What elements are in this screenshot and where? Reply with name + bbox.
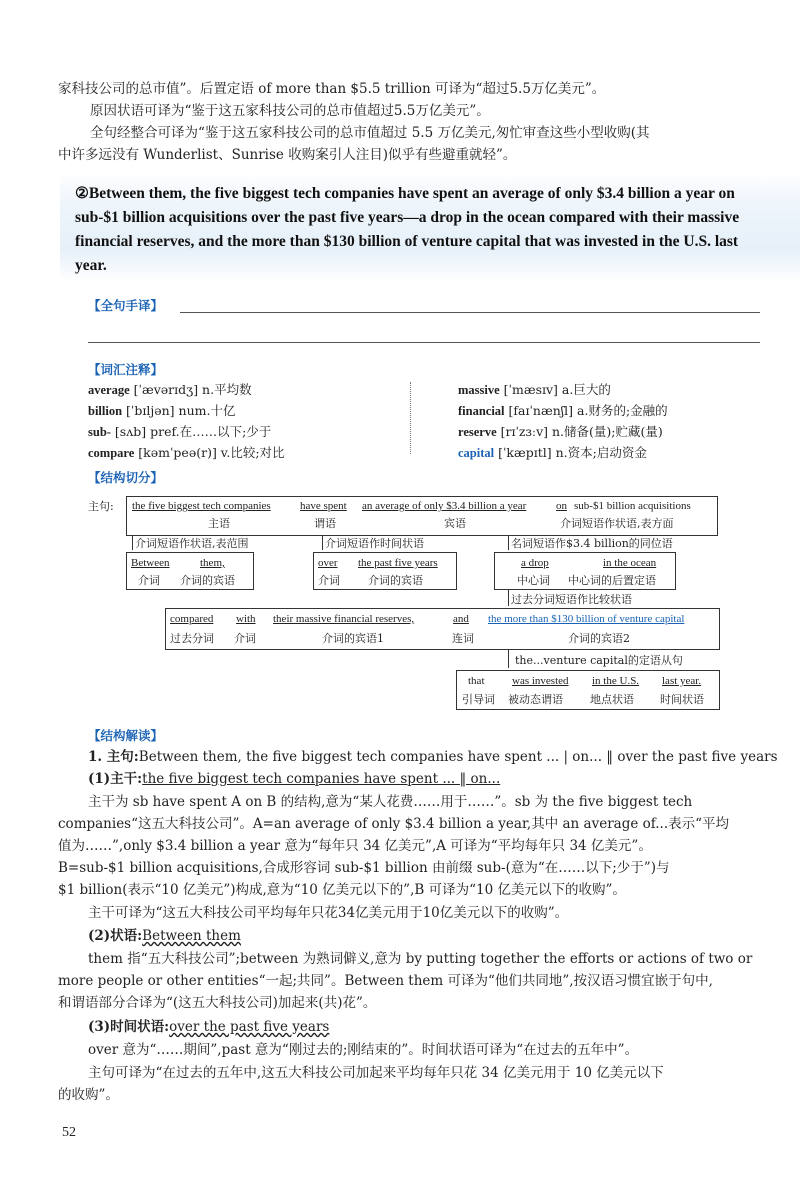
drop-a-label: 中心词 — [517, 574, 550, 587]
capital-label: 介词的宾语2 — [568, 632, 630, 645]
h1-label: 1. 主句: — [88, 749, 139, 765]
over-a-label: 介词 — [318, 574, 340, 587]
h3-text: Between them — [142, 928, 241, 944]
vocab-word: capital — [458, 446, 495, 460]
and-text: and — [453, 613, 469, 625]
vocab-def: [faɪˈnænʃl] a.财务的;金融的 — [508, 403, 668, 418]
reserves-text: their massive financial reserves, — [273, 613, 415, 625]
arrow-n3 — [508, 536, 509, 550]
translation-heading: 【全句手译】 — [88, 299, 164, 313]
vocab-item — [88, 380, 252, 400]
object-label: 宾语 — [444, 517, 466, 530]
highlight-sentence — [75, 182, 755, 278]
between-b-label: 介词的宾语 — [180, 574, 235, 587]
adverbial-text: sub-$1 billion acquisitions — [574, 500, 691, 512]
analysis-p11: 主句可译为“在过去的五年中,这五大科技公司加起来平均每年只花 34 亿美元用于 10 亿美元以下 — [88, 1065, 664, 1081]
analysis-heading: 【结构解读】 — [88, 729, 164, 743]
over-b: the past five years — [358, 557, 438, 569]
vocab-item — [88, 443, 285, 463]
analysis-p12: 的收购”。 — [58, 1087, 119, 1103]
translation-blank-2[interactable] — [88, 342, 760, 343]
that-text: that — [468, 675, 485, 687]
vocab-word: compare — [88, 446, 135, 460]
page-number: 52 — [62, 1125, 76, 1140]
vocab-def: [kəmˈpeə(r)] v.比较;对比 — [138, 445, 285, 460]
analysis-p7: them 指“五大科技公司”;between 为熟词僻义,意为 by putting together the efforts or actions of two or — [88, 951, 753, 967]
analysis-p8: more people or other entities“一起;共同”。Between them 可译为“他们共同地”,按汉语习惯宜嵌于句中, — [58, 973, 713, 989]
analysis-h4 — [88, 1018, 329, 1036]
drop-b-label: 中心词的后置定语 — [568, 574, 656, 587]
note-between: 介词短语作状语,表范围 — [135, 537, 249, 550]
between-a: Between — [131, 557, 170, 569]
sentence-number: ② — [75, 185, 89, 202]
note-clause: the...venture capital的定语从句 — [515, 654, 683, 667]
drop-a: a drop — [521, 557, 549, 569]
analysis-p4: B=sub-$1 billion acquisitions,合成形容词 sub-$1 billion 由前缀 sub-(意为“在……以下;少于”)与 — [58, 860, 670, 876]
between-a-label: 介词 — [138, 574, 160, 587]
top-line-2: 原因状语可译为“鉴于这五家科技公司的总市值超过5.5万亿美元”。 — [90, 103, 490, 119]
analysis-h1 — [88, 748, 778, 766]
analysis-p5: $1 billion(表示“10 亿美元”)构成,意为“10 亿美元以下的”,B 可译为“10 亿美元以下的收购”。 — [58, 882, 626, 898]
vocab-word: sub- — [88, 425, 111, 439]
top-line-1: 家科技公司的总市值”。后置定语 of more than $5.5 trillion 可译为“超过5.5万亿美元”。 — [58, 81, 606, 97]
lastyear-text: last year. — [662, 675, 702, 687]
main-clause-label: 主句: — [88, 500, 114, 513]
note-compared: 过去分词短语作比较状语 — [511, 593, 632, 606]
vocab-def: [sʌb] pref.在……以下;少于 — [114, 424, 272, 439]
note-drop: 名词短语作$3.4 billion的同位语 — [511, 537, 673, 550]
vocab-item — [88, 401, 235, 421]
arrow-n5 — [508, 650, 509, 668]
analysis-p2: companies“这五大科技公司”。A=an average of only $3.4 billion a year,其中 an average of...表示“平均 — [58, 816, 730, 832]
arrow-n2 — [322, 536, 323, 550]
translation-blank-1[interactable] — [180, 312, 760, 313]
vocab-def: [ˈævərɪdʒ] n.平均数 — [133, 382, 252, 397]
over-b-label: 介词的宾语 — [368, 574, 423, 587]
vocab-item — [458, 380, 611, 400]
vocab-heading: 【词汇注释】 — [88, 363, 164, 377]
arrow-n1 — [132, 536, 133, 550]
analysis-p1: 主干为 sb have spent A on B 的结构,意为“某人花费……用于……”。sb 为 the five biggest tech — [88, 794, 693, 810]
over-a: over — [318, 557, 338, 569]
analysis-p3: 值为……”,only $3.4 billion a year 意为“每年只 34 亿美元”,A 可译为“平均每年只 34 亿美元”。 — [58, 838, 652, 854]
analysis-p9: 和谓语部分合译为“(这五大科技公司)加起来(共)花”。 — [58, 995, 377, 1011]
reserves-label: 介词的宾语1 — [322, 632, 384, 645]
vocab-item — [458, 443, 647, 463]
analysis-p6: 主干可译为“这五大科技公司平均每年只花34亿美元用于10亿美元以下的收购”。 — [88, 905, 569, 921]
predicate-label: 谓语 — [314, 517, 336, 530]
h4-label: (3)时间状语: — [88, 1019, 170, 1035]
us-text: in the U.S. — [592, 675, 640, 687]
note-over: 介词短语作时间状语 — [325, 537, 424, 550]
invested-label: 被动态谓语 — [508, 693, 563, 706]
h2-text: the five biggest tech companies have spent ... ‖ on... — [142, 771, 501, 787]
object-text: an average of only $3.4 billion a year — [362, 500, 527, 512]
analysis-p10: over 意为“……期间”,past 意为“刚过去的;刚结束的”。时间状语可译为“在过去的五年中”。 — [88, 1042, 639, 1058]
vocab-def: [ˈbɪljən] num.十亿 — [126, 403, 236, 418]
vocab-word: reserve — [458, 425, 497, 439]
capital-text: the more than $130 billion of venture capital — [488, 613, 685, 625]
drop-b: in the ocean — [603, 557, 657, 569]
compared-label: 过去分词 — [170, 632, 214, 645]
subject-text: the five biggest tech companies — [132, 500, 271, 512]
adverbial-label: 介词短语作状语,表方面 — [560, 517, 674, 530]
vocab-def: [rɪˈzɜːv] n.储备(量);贮藏(量) — [500, 424, 663, 439]
vocab-def: [ˈkæpɪtl] n.资本;启动资金 — [498, 445, 647, 460]
analysis-h2 — [88, 770, 500, 788]
subject-label: 主语 — [208, 517, 230, 530]
h3-label: (2)状语: — [88, 928, 143, 944]
vocab-word: average — [88, 383, 130, 397]
invested-text: was invested — [512, 675, 569, 687]
vocab-item — [458, 422, 663, 442]
vocab-word: billion — [88, 404, 123, 418]
with-text: with — [236, 613, 256, 625]
on-text: on — [556, 500, 567, 512]
vocab-def: [ˈmæsɪv] a.巨大的 — [503, 382, 611, 397]
top-line-4: 中许多远没有 Wunderlist、Sunrise 收购案引人注目)似乎有些避重就轻”。 — [58, 147, 517, 163]
vocab-word: massive — [458, 383, 500, 397]
vocab-divider — [410, 382, 411, 454]
arrow-n4 — [508, 590, 509, 606]
vocab-item — [458, 401, 668, 421]
vocab-word: financial — [458, 404, 505, 418]
compared-text: compared — [170, 613, 214, 625]
with-label: 介词 — [234, 632, 256, 645]
lastyear-label: 时间状语 — [660, 693, 704, 706]
between-b: them, — [200, 557, 225, 569]
predicate-text: have spent — [300, 500, 347, 512]
vocab-item — [88, 422, 271, 442]
h1-text: Between them, the five biggest tech companies have spent ... | on... ‖ over the past five years — [138, 749, 778, 765]
h2-label: (1)主干: — [88, 771, 143, 787]
sentence-text: Between them, the five biggest tech companies have spent an average of only $3.4 billion a year on sub-$1 billion acquisitions over the past five years—a drop in the ocean compared with their massive financial reserves, and the more than $130 billion of venture capital that was invested in the U.S. last year. — [75, 185, 740, 274]
analysis-h3 — [88, 927, 241, 945]
us-label: 地点状语 — [590, 693, 634, 706]
structure-heading: 【结构切分】 — [88, 471, 164, 485]
h4-text: over the past five years — [169, 1019, 330, 1035]
and-label: 连词 — [452, 632, 474, 645]
top-line-3: 全句经整合可译为“鉴于这五家科技公司的总市值超过 5.5 万亿美元,匆忙审查这些小型收购(其 — [90, 125, 650, 141]
that-label: 引导词 — [462, 693, 495, 706]
